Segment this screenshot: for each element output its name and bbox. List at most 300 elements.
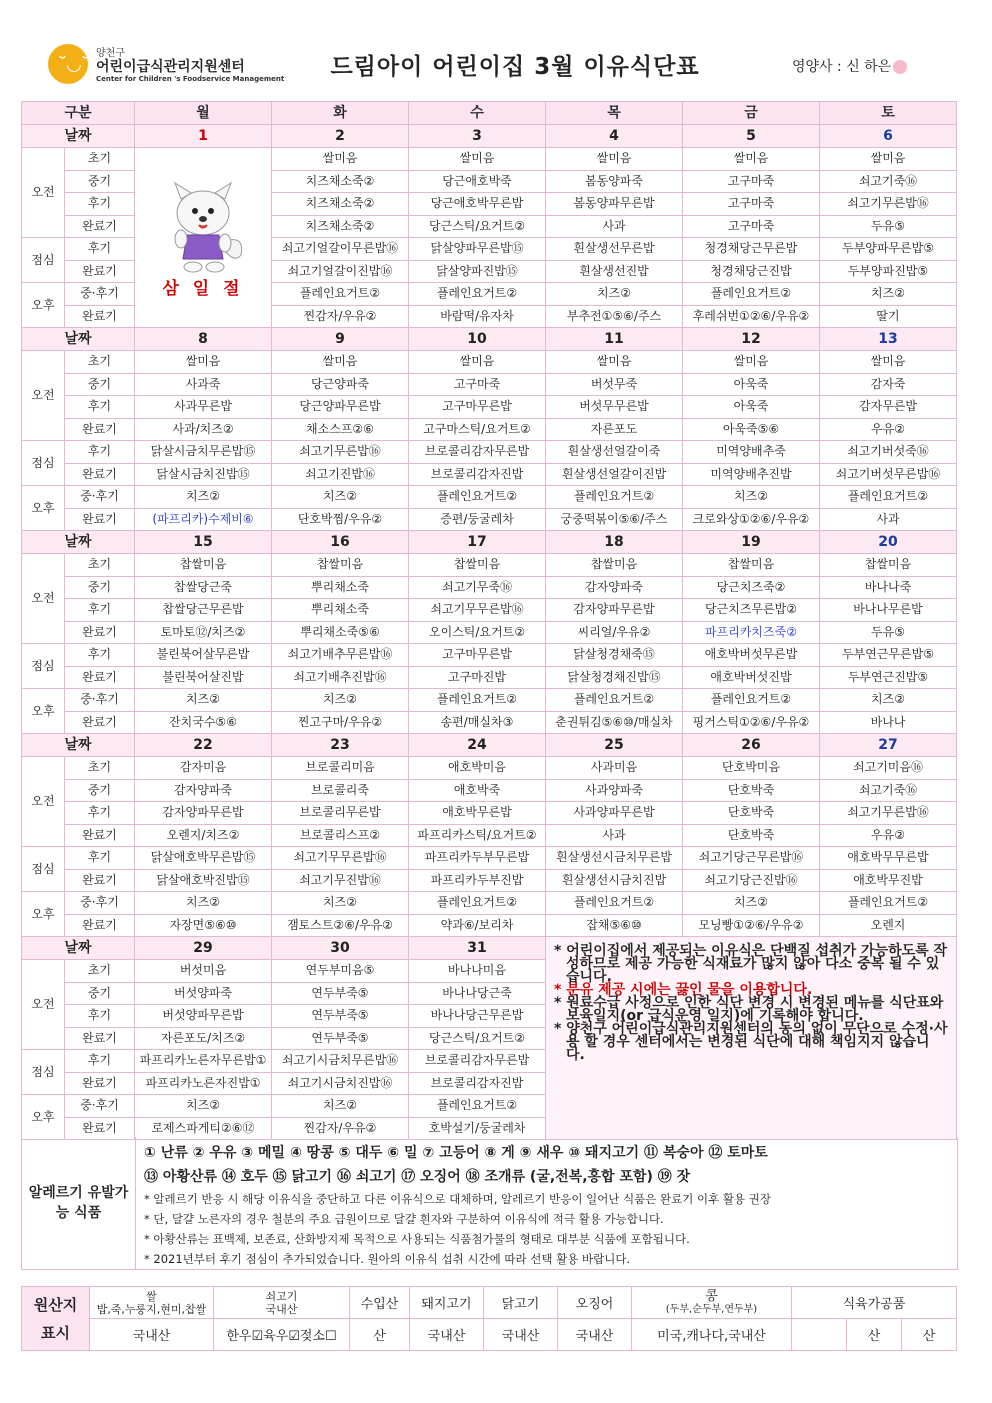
stage-label: 후기 xyxy=(65,599,135,622)
menu-item: 연두부죽⑤ xyxy=(272,1027,409,1050)
menu-item: 파프리카치즈죽② xyxy=(683,621,820,644)
menu-item: 치즈② xyxy=(272,486,409,509)
allergy-label: 알레르기 유발가능 식품 xyxy=(22,1137,136,1269)
menu-item: 송편/매실차③ xyxy=(409,711,546,734)
menu-item: 쇠고기배추무른밥⑯ xyxy=(272,644,409,667)
menu-item: 닭살청경채진밥⑮ xyxy=(546,666,683,689)
column-header-day: 금 xyxy=(683,102,820,125)
menu-item: 쇠고기당근진밥⑯ xyxy=(683,869,820,892)
menu-item: 찹쌀미음 xyxy=(820,554,957,577)
page-header xyxy=(0,0,992,100)
menu-item: 쌀미음 xyxy=(409,351,546,374)
menu-item: 흰살생선얼갈이죽 xyxy=(546,441,683,464)
menu-item: 봄동양파죽 xyxy=(546,170,683,193)
menu-item: 사과무른밥 xyxy=(135,396,272,419)
menu-item: 치즈② xyxy=(820,689,957,712)
menu-item: 파프리카노른자무른밥① xyxy=(135,1050,272,1073)
stage-label: 중기 xyxy=(65,170,135,193)
stage-label: 초기 xyxy=(65,960,135,983)
stage-label: 완료기 xyxy=(65,621,135,644)
menu-item: 두부양파무른밥⑤ xyxy=(820,238,957,261)
origin-squid-header: 오징어 xyxy=(558,1287,632,1319)
menu-item: 우유② xyxy=(820,824,957,847)
menu-item: 고구마죽 xyxy=(683,170,820,193)
stage-label: 초기 xyxy=(65,351,135,374)
menu-item: 찹쌀미음 xyxy=(409,554,546,577)
menu-item: 쌀미음 xyxy=(546,351,683,374)
menu-item: 씨리얼/우유② xyxy=(546,621,683,644)
menu-item: 애호박미음 xyxy=(409,757,546,780)
menu-item: 버섯미음 xyxy=(135,960,272,983)
menu-item: 단호박찜/우유② xyxy=(272,508,409,531)
menu-item: 찹쌀미음 xyxy=(683,554,820,577)
menu-item: 치즈② xyxy=(820,283,957,306)
stage-label: 완료기 xyxy=(65,463,135,486)
origin-beef-import-value: 산 xyxy=(350,1319,410,1351)
origin-chicken-header: 닭고기 xyxy=(484,1287,558,1319)
column-header-day: 목 xyxy=(546,102,683,125)
menu-item: 바나나무른밥 xyxy=(820,599,957,622)
menu-item: 쌀미음 xyxy=(546,148,683,171)
notes-box xyxy=(546,937,957,1140)
menu-item: 크로와상①②⑥/우유② xyxy=(683,508,820,531)
menu-item: 쌀미음 xyxy=(409,148,546,171)
menu-item: 쇠고기죽⑯ xyxy=(820,779,957,802)
menu-item: 바나나 xyxy=(820,711,957,734)
menu-item: 사과양파죽 xyxy=(546,779,683,802)
origin-processed-value: 산 xyxy=(847,1319,902,1351)
allergy-section xyxy=(21,1137,958,1270)
menu-item: 치즈② xyxy=(135,892,272,915)
logo-district: 양천구 xyxy=(96,48,125,59)
origin-bean-header: 콩 (두부,순두부,연두부) xyxy=(632,1287,792,1319)
menu-item: 사과 xyxy=(546,824,683,847)
stage-label: 중·후기 xyxy=(65,283,135,306)
menu-item: 흰살생선진밥 xyxy=(546,260,683,283)
menu-item: 당근치즈무른밥② xyxy=(683,599,820,622)
date-cell: 31 xyxy=(409,937,546,960)
menu-item: 브로콜리죽 xyxy=(272,779,409,802)
menu-item: 고구마죽 xyxy=(409,373,546,396)
origin-bean-value: 미국,캐나다,국내산 xyxy=(632,1319,792,1351)
menu-item: 플레인요거트② xyxy=(409,689,546,712)
menu-item: 청경채당근무른밥 xyxy=(683,238,820,261)
menu-item: 쇠고기배추진밥⑯ xyxy=(272,666,409,689)
stage-label: 후기 xyxy=(65,1050,135,1073)
group-label: 오후 xyxy=(22,689,65,734)
menu-item: 찹쌀당근무른밥 xyxy=(135,599,272,622)
group-label: 오전 xyxy=(22,960,65,1050)
origin-beef-domestic-value: 한우☑육우☑젖소☐ xyxy=(214,1319,350,1351)
date-cell: 29 xyxy=(135,937,272,960)
menu-item: 닭살청경채죽⑮ xyxy=(546,644,683,667)
allergy-note: * 아황산류는 표백제, 보존료, 산화방지제 목적으로 사용되는 식품첨가물의 형태로 대부분 식품에 포함됩니다. xyxy=(144,1232,690,1246)
date-row-label: 날짜 xyxy=(22,328,135,351)
menu-item: 딸기 xyxy=(820,305,957,328)
menu-item: 당근스틱/요거트② xyxy=(409,1027,546,1050)
menu-item: 사과 xyxy=(820,508,957,531)
menu-item: 불린북어살무른밥 xyxy=(135,644,272,667)
menu-item: 궁중떡볶이⑤⑥/주스 xyxy=(546,508,683,531)
column-header-day: 토 xyxy=(820,102,957,125)
menu-item: 치즈② xyxy=(272,689,409,712)
menu-item: 플레인요거트② xyxy=(272,283,409,306)
menu-item: 쇠고기당근무른밥⑯ xyxy=(683,847,820,870)
date-row-label: 날짜 xyxy=(22,531,135,554)
date-cell: 8 xyxy=(135,328,272,351)
stage-label: 후기 xyxy=(65,847,135,870)
stage-label: 후기 xyxy=(65,644,135,667)
menu-item: 닭살양파무른밥⑮ xyxy=(409,238,546,261)
menu-item: 단호박미음 xyxy=(683,757,820,780)
menu-item: 치즈② xyxy=(683,486,820,509)
stage-label: 후기 xyxy=(65,1005,135,1028)
menu-item: 증편/둥굴레차 xyxy=(409,508,546,531)
menu-item: 오렌지/치즈② xyxy=(135,824,272,847)
origin-processed-value xyxy=(792,1319,847,1351)
menu-item: 파프리카노른자진밥① xyxy=(135,1072,272,1095)
date-cell: 1 xyxy=(135,125,272,148)
menu-item: 찐감자/우유② xyxy=(272,305,409,328)
menu-item: 쇠고기무무른밥⑯ xyxy=(409,599,546,622)
menu-item: 자장면⑤⑥⑩ xyxy=(135,914,272,937)
menu-item: 불린북어살진밥 xyxy=(135,666,272,689)
menu-item: 고구마진밥 xyxy=(409,666,546,689)
origin-table xyxy=(21,1286,957,1351)
menu-item: 파프리카스틱/요거트② xyxy=(409,824,546,847)
menu-item: 청경채당근진밥 xyxy=(683,260,820,283)
origin-beef-header: 쇠고기 국내산 xyxy=(214,1287,350,1319)
menu-item: 쌀미음 xyxy=(683,148,820,171)
menu-item: 치즈② xyxy=(135,689,272,712)
menu-item: 플레인요거트② xyxy=(546,689,683,712)
date-cell: 18 xyxy=(546,531,683,554)
menu-item: 춘권튀김⑤⑥⑩/매실차 xyxy=(546,711,683,734)
menu-item: 플레인요거트② xyxy=(546,486,683,509)
menu-item: 바나나당근죽 xyxy=(409,982,546,1005)
menu-item: 감자양파무른밥 xyxy=(546,599,683,622)
menu-item: 잡채⑤⑥⑩ xyxy=(546,914,683,937)
date-cell: 25 xyxy=(546,734,683,757)
menu-item: 쇠고기무른밥⑯ xyxy=(820,193,957,216)
menu-item: 감자양파죽 xyxy=(135,779,272,802)
menu-item: 버섯무죽 xyxy=(546,373,683,396)
logo-english: Center for Children 's Foodservice Management xyxy=(96,75,285,83)
menu-item: 핑거스틱①②⑥/우유② xyxy=(683,711,820,734)
menu-item: 당근양파무른밥 xyxy=(272,396,409,419)
origin-rice-header: 쌀 밥,죽,누룽지,현미,찹쌀 xyxy=(90,1287,214,1319)
menu-item: 두부양파진밥⑤ xyxy=(820,260,957,283)
group-label: 오후 xyxy=(22,486,65,531)
date-cell: 11 xyxy=(546,328,683,351)
menu-item: 봄동양파무른밥 xyxy=(546,193,683,216)
menu-item: 쌀미음 xyxy=(135,351,272,374)
date-cell: 15 xyxy=(135,531,272,554)
menu-item: 플레인요거트② xyxy=(683,689,820,712)
stage-label: 완료기 xyxy=(65,1027,135,1050)
menu-item: 치즈② xyxy=(272,1095,409,1118)
column-header-group: 구분 xyxy=(22,102,135,125)
origin-label: 원산지 표시 xyxy=(22,1287,90,1351)
menu-item: 애호박죽 xyxy=(409,779,546,802)
menu-item: 브로콜리스프② xyxy=(272,824,409,847)
menu-item: 쇠고기시금치무른밥⑯ xyxy=(272,1050,409,1073)
date-cell: 20 xyxy=(820,531,957,554)
date-row-label: 날짜 xyxy=(22,125,135,148)
allergy-note: * 2021년부터 후기 점심이 추가되었습니다. 원아의 이유식 섭취 시간에 따라 선택 활용 바랍니다. xyxy=(144,1252,631,1266)
group-label: 점심 xyxy=(22,238,65,283)
date-cell: 5 xyxy=(683,125,820,148)
note-line: * 어린이집에서 제공되는 이유식은 단백질 섭취가 가능하도록 작성하므로 제공 가능한 식재료가 많지 않아 다소 중복 될 수 있습니다. xyxy=(554,943,948,985)
menu-item: 쇠고기미음⑯ xyxy=(820,757,957,780)
holiday-cell xyxy=(135,148,272,328)
stage-label: 완료기 xyxy=(65,824,135,847)
allergy-note: * 알레르기 반응 시 해당 이유식을 중단하고 다른 이유식으로 대체하며, 알레르기 반응이 일어난 식품은 완료기 이후 활용 권장 xyxy=(144,1192,771,1206)
group-label: 점심 xyxy=(22,441,65,486)
menu-item: 쇠고기무죽⑯ xyxy=(409,576,546,599)
note-line: * 분유 제공 시에는 끓인 물을 이용합니다. xyxy=(554,982,813,998)
origin-pork-header: 돼지고기 xyxy=(410,1287,484,1319)
date-cell: 30 xyxy=(272,937,409,960)
stage-label: 중기 xyxy=(65,982,135,1005)
date-cell: 17 xyxy=(409,531,546,554)
menu-item: 미역양배추죽 xyxy=(683,441,820,464)
menu-item: 플레인요거트② xyxy=(820,486,957,509)
menu-item: 감자무른밥 xyxy=(820,396,957,419)
stage-label: 중·후기 xyxy=(65,689,135,712)
dietitian-label: 영양사 : 신 하은 xyxy=(792,56,907,76)
menu-item: 쇠고기진밥⑯ xyxy=(272,463,409,486)
menu-item: 쇠고기죽⑯ xyxy=(820,170,957,193)
menu-item: 사과양파무른밥 xyxy=(546,802,683,825)
date-cell: 16 xyxy=(272,531,409,554)
menu-item: 쇠고기무무른밥⑯ xyxy=(272,847,409,870)
menu-item: 브로콜리감자진밥 xyxy=(409,1072,546,1095)
origin-chicken-value: 국내산 xyxy=(484,1319,558,1351)
date-cell: 13 xyxy=(820,328,957,351)
origin-pork-value: 국내산 xyxy=(410,1319,484,1351)
stage-label: 후기 xyxy=(65,396,135,419)
menu-item: 치즈② xyxy=(135,486,272,509)
menu-item: 닭살애호박진밥⑮ xyxy=(135,869,272,892)
date-row-label: 날짜 xyxy=(22,734,135,757)
menu-item: 모닝빵①②⑥/우유② xyxy=(683,914,820,937)
menu-item: 쌀미음 xyxy=(683,351,820,374)
date-cell: 3 xyxy=(409,125,546,148)
menu-item: 닭살시금치진밥⑮ xyxy=(135,463,272,486)
menu-item: 감자죽 xyxy=(820,373,957,396)
date-cell: 22 xyxy=(135,734,272,757)
date-cell: 26 xyxy=(683,734,820,757)
menu-item: 당근애호박죽 xyxy=(409,170,546,193)
menu-item: 두부연근진밥⑤ xyxy=(820,666,957,689)
menu-item: 흰살생선시금치진밥 xyxy=(546,869,683,892)
date-cell: 2 xyxy=(272,125,409,148)
menu-item: 사과미음 xyxy=(546,757,683,780)
date-cell: 6 xyxy=(820,125,957,148)
menu-item: 버섯양파무른밥 xyxy=(135,1005,272,1028)
menu-item: 감자미음 xyxy=(135,757,272,780)
menu-item: 단호박죽 xyxy=(683,802,820,825)
menu-item: 치즈② xyxy=(546,283,683,306)
date-cell: 9 xyxy=(272,328,409,351)
menu-item: 브로콜리무른밥 xyxy=(272,802,409,825)
group-label: 오전 xyxy=(22,554,65,644)
menu-item: 뿌리채소죽 xyxy=(272,599,409,622)
menu-item: 당근스틱/요거트② xyxy=(409,215,546,238)
menu-item: 단호박죽 xyxy=(683,824,820,847)
menu-item: 버섯양파죽 xyxy=(135,982,272,1005)
stage-label: 완료기 xyxy=(65,508,135,531)
stage-label: 완료기 xyxy=(65,260,135,283)
group-label: 점심 xyxy=(22,1050,65,1095)
menu-item: 바나나죽 xyxy=(820,576,957,599)
allergy-list-1: ① 난류 ② 우유 ③ 메밀 ④ 땅콩 ⑤ 대두 ⑥ 밀 ⑦ 고등어 ⑧ 게 ⑨ 새우 ⑩ 돼지고기 ⑪ 복숭아 ⑫ 토마토 xyxy=(144,1145,768,1161)
menu-item: 치즈채소죽② xyxy=(272,193,409,216)
menu-item: 플레인요거트② xyxy=(409,283,546,306)
stage-label: 후기 xyxy=(65,193,135,216)
menu-item: 미역양배추진밥 xyxy=(683,463,820,486)
menu-item: 쌀미음 xyxy=(272,351,409,374)
menu-item: 쇠고기무진밥⑯ xyxy=(272,869,409,892)
stage-label: 중·후기 xyxy=(65,1095,135,1118)
column-header-day: 화 xyxy=(272,102,409,125)
menu-item: 뿌리채소죽 xyxy=(272,576,409,599)
stage-label: 중·후기 xyxy=(65,892,135,915)
stage-label: 중기 xyxy=(65,373,135,396)
menu-item: 감자양파죽 xyxy=(546,576,683,599)
menu-item: 사과죽 xyxy=(135,373,272,396)
menu-item: 플레인요거트② xyxy=(409,486,546,509)
menu-item: 우유② xyxy=(820,418,957,441)
holiday-label: 삼 일 절 xyxy=(162,279,244,299)
menu-item: 플레인요거트② xyxy=(546,892,683,915)
date-cell: 27 xyxy=(820,734,957,757)
menu-item: 찐고구마/우유② xyxy=(272,711,409,734)
stage-label: 후기 xyxy=(65,802,135,825)
menu-item: 찹쌀당근죽 xyxy=(135,576,272,599)
dog-mascot-icon xyxy=(159,179,247,275)
stage-label: 완료기 xyxy=(65,869,135,892)
stage-label: 완료기 xyxy=(65,1072,135,1095)
menu-item: 단호박죽 xyxy=(683,779,820,802)
menu-item: 쌀미음 xyxy=(820,148,957,171)
menu-item: 흰살생선무른밥 xyxy=(546,238,683,261)
menu-item: 쇠고기얼갈이진밥⑯ xyxy=(272,260,409,283)
menu-item: 애호박버섯무른밥 xyxy=(683,644,820,667)
group-label: 오후 xyxy=(22,283,65,328)
stage-label: 후기 xyxy=(65,441,135,464)
menu-item: 닭살양파진밥⑮ xyxy=(409,260,546,283)
date-cell: 19 xyxy=(683,531,820,554)
group-label: 점심 xyxy=(22,847,65,892)
stage-label: 중기 xyxy=(65,779,135,802)
menu-item: 후레쉬번①②⑥/우유② xyxy=(683,305,820,328)
menu-item: 고구마죽 xyxy=(683,215,820,238)
menu-item: 치즈채소죽② xyxy=(272,170,409,193)
menu-item: 닭살애호박무른밥⑮ xyxy=(135,847,272,870)
menu-item: 쇠고기시금치진밥⑯ xyxy=(272,1072,409,1095)
menu-item: 쇠고기얼갈이무른밥⑯ xyxy=(272,238,409,261)
menu-item: 아욱죽 xyxy=(683,373,820,396)
smile-logo-icon: ˘◡˘ xyxy=(48,44,88,84)
menu-item: 파프리카두부진밥 xyxy=(409,869,546,892)
stage-label: 완료기 xyxy=(65,666,135,689)
group-label: 오후 xyxy=(22,1095,65,1140)
menu-item: 호박설기/둥굴레차 xyxy=(409,1117,546,1140)
menu-item: 토마토⑫/치즈② xyxy=(135,621,272,644)
menu-table xyxy=(21,101,957,1140)
logo-center-name: 어린이급식관리지원센터 xyxy=(96,59,245,75)
menu-item: 오렌지 xyxy=(820,914,957,937)
menu-item: 치즈채소죽② xyxy=(272,215,409,238)
menu-item: 자른포도/치즈② xyxy=(135,1027,272,1050)
group-label: 오전 xyxy=(22,351,65,441)
menu-item: 플레인요거트② xyxy=(820,892,957,915)
allergy-list-2: ⑬ 아황산류 ⑭ 호두 ⑮ 닭고기 ⑯ 쇠고기 ⑰ 오징어 ⑱ 조개류 (굴,전복,홍합 포함) ⑲ 잣 xyxy=(144,1169,691,1185)
stage-label: 초기 xyxy=(65,554,135,577)
menu-item: 흰살생선얼갈이진밥 xyxy=(546,463,683,486)
menu-item: 아욱죽 xyxy=(683,396,820,419)
menu-item: 고구마죽 xyxy=(683,193,820,216)
menu-item: 오이스틱/요거트② xyxy=(409,621,546,644)
stage-label: 완료기 xyxy=(65,305,135,328)
menu-item: 당근치즈죽② xyxy=(683,576,820,599)
menu-item: 애호박버섯진밥 xyxy=(683,666,820,689)
menu-item: 아욱죽⑤⑥ xyxy=(683,418,820,441)
menu-item: 감자양파무른밥 xyxy=(135,802,272,825)
menu-item: 치즈② xyxy=(135,1095,272,1118)
menu-item: 쇠고기무른밥⑯ xyxy=(820,802,957,825)
menu-item: 바나나미음 xyxy=(409,960,546,983)
stage-label: 초기 xyxy=(65,148,135,171)
group-label: 점심 xyxy=(22,644,65,689)
menu-item: 쌀미음 xyxy=(272,148,409,171)
menu-item: 찐감자/우유② xyxy=(272,1117,409,1140)
origin-beef-import: 수입산 xyxy=(350,1287,410,1319)
menu-item: 두유⑤ xyxy=(820,215,957,238)
menu-item: 브로콜리감자무른밥 xyxy=(409,1050,546,1073)
menu-item: 브로콜리감자무른밥 xyxy=(409,441,546,464)
stage-label: 완료기 xyxy=(65,711,135,734)
menu-item: 로제스파게티②⑥⑫ xyxy=(135,1117,272,1140)
menu-item: 쌀미음 xyxy=(820,351,957,374)
note-line: * 원료수급 사정으로 인한 식단 변경 시 변경된 메뉴를 식단표와 보육일지(or 급식운영 일지)에 기록해야 합니다. xyxy=(554,995,944,1024)
menu-item: 닭살시금치무른밥⑮ xyxy=(135,441,272,464)
center-logo xyxy=(48,42,285,90)
menu-item: 찹쌀미음 xyxy=(546,554,683,577)
menu-item: 찹쌀미음 xyxy=(135,554,272,577)
menu-item: 두유⑤ xyxy=(820,621,957,644)
date-cell: 4 xyxy=(546,125,683,148)
note-line: * 양천구 어린이급식관리지원센터의 동의 없이 무단으로 수정·사용 할 경우 센터에서는 변경된 식단에 대해 책임지지 않습니다. xyxy=(554,1021,948,1063)
menu-item: 두부연근무른밥⑤ xyxy=(820,644,957,667)
column-header-day: 월 xyxy=(135,102,272,125)
menu-item: 플레인요거트② xyxy=(409,892,546,915)
menu-item: 고구마무른밥 xyxy=(409,644,546,667)
menu-item: 애호박무무른밥 xyxy=(820,847,957,870)
origin-squid-value: 국내산 xyxy=(558,1319,632,1351)
menu-item: 연두부죽⑤ xyxy=(272,982,409,1005)
group-label: 오전 xyxy=(22,757,65,847)
date-cell: 10 xyxy=(409,328,546,351)
group-label: 오전 xyxy=(22,148,65,238)
menu-item: 바나나당근무른밥 xyxy=(409,1005,546,1028)
stage-label: 중기 xyxy=(65,576,135,599)
menu-item: 사과/치즈② xyxy=(135,418,272,441)
menu-item: 플레인요거트② xyxy=(409,1095,546,1118)
menu-item: 애호박무른밥 xyxy=(409,802,546,825)
